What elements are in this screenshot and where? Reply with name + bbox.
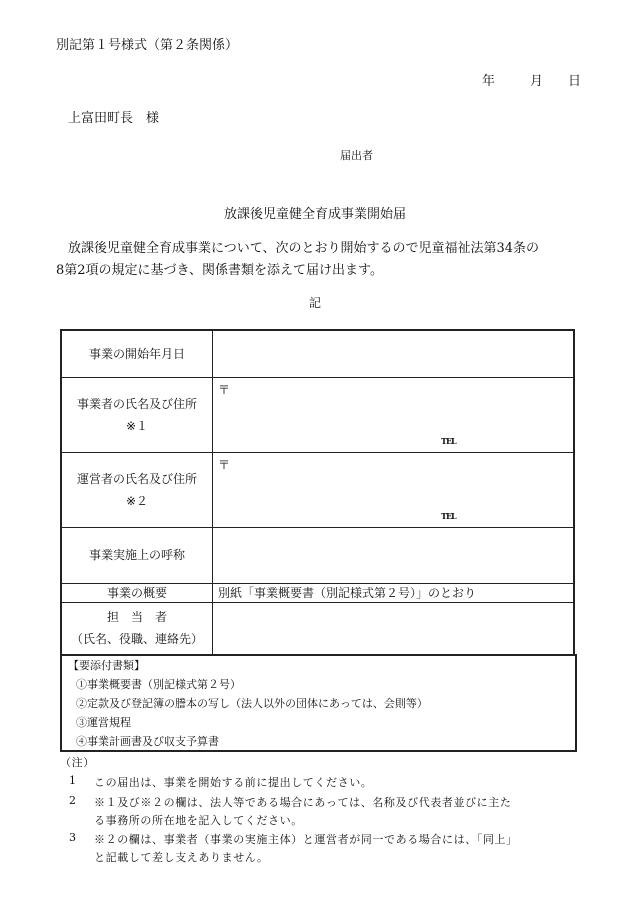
form-number: 別記第１号様式（第２条関係）	[56, 38, 239, 53]
manager-label-line1: 運営者の氏名及び住所	[76, 471, 197, 486]
document-title: 放課後児童健全育成事業開始届	[223, 207, 406, 222]
manager-label-line2: ※２	[125, 493, 149, 508]
date-month: 月	[530, 74, 544, 89]
note-number: 2	[69, 794, 77, 807]
note-text-continued: る事務所の所在地を記入してください。	[94, 814, 303, 827]
date-day: 日	[568, 74, 582, 89]
operator-label	[61, 377, 213, 452]
note-number: 1	[69, 774, 77, 787]
note-number: 3	[69, 831, 77, 844]
start-date-field[interactable]	[213, 330, 575, 377]
business-name-label: 事業実施上の呼称	[61, 527, 213, 583]
postal-mark-icon: 〒	[218, 382, 231, 397]
operator-label-line1: 事業者の氏名及び住所	[76, 396, 197, 411]
addressee: 上富田町長 様	[68, 111, 160, 126]
required-doc-item: ②定款及び登記簿の謄本の写し（法人以外の団体にあっては、会則等）	[76, 697, 428, 710]
note-text: この届出は、事業を開始する前に提出してください。	[94, 776, 373, 789]
operator-label-line2: ※１	[125, 418, 149, 433]
required-doc-item: ④事業計画書及び収支予算書	[76, 735, 219, 748]
overview-value: 別紙「事業概要書（別記様式第２号）」のとおり	[213, 583, 575, 602]
required-doc-item: ①事業概要書（別記様式第２号）	[76, 678, 241, 691]
row-overview	[61, 583, 574, 602]
row-operator	[61, 377, 574, 452]
note-text: ※２の欄は、事業者（事業の実施主体）と運営者が同一である場合には、「同上」	[94, 833, 518, 846]
business-name-field[interactable]	[213, 527, 575, 583]
body-text-line-2: 8第2項の規定に基づき、関係書類を添えて届け出ます。	[56, 263, 383, 278]
applicant-label: 届出者	[340, 149, 373, 162]
required-docs-heading: 【要添付書類】	[68, 659, 145, 672]
contact-label-line1: 担 当 者	[106, 610, 167, 625]
row-start-date	[61, 330, 574, 377]
ki-heading: 記	[308, 296, 321, 310]
note-text: ※１及び※２の欄は、法人等である場合にあっては、名称及び代表者並びに主た	[94, 796, 512, 809]
start-date-label: 事業の開始年月日	[61, 330, 213, 377]
contact-label	[61, 602, 213, 655]
tel-mark-icon: TEL	[441, 510, 456, 521]
row-business-name	[61, 527, 574, 583]
row-contact	[61, 602, 574, 655]
contact-label-line2: （氏名、役職、連絡先）	[70, 632, 203, 647]
manager-field[interactable]	[213, 452, 575, 527]
tel-mark-icon: TEL	[441, 435, 456, 446]
date-year: 年	[482, 74, 496, 89]
body-text-line-1: 放課後児童健全育成事業について、次のとおり開始するので児童福祉法第34条の	[68, 241, 540, 256]
required-documents-box	[60, 654, 577, 752]
date-line	[0, 70, 630, 88]
row-manager	[61, 452, 574, 527]
notes-heading: （注）	[60, 756, 95, 769]
manager-label	[61, 452, 213, 527]
required-doc-item: ③運営規程	[76, 716, 131, 729]
note-text-continued: と記載して差し支えありません。	[94, 851, 269, 864]
overview-label: 事業の概要	[61, 583, 213, 602]
application-form-table	[60, 329, 575, 656]
contact-field[interactable]	[213, 602, 575, 655]
operator-field[interactable]	[213, 377, 575, 452]
postal-mark-icon: 〒	[218, 457, 231, 472]
